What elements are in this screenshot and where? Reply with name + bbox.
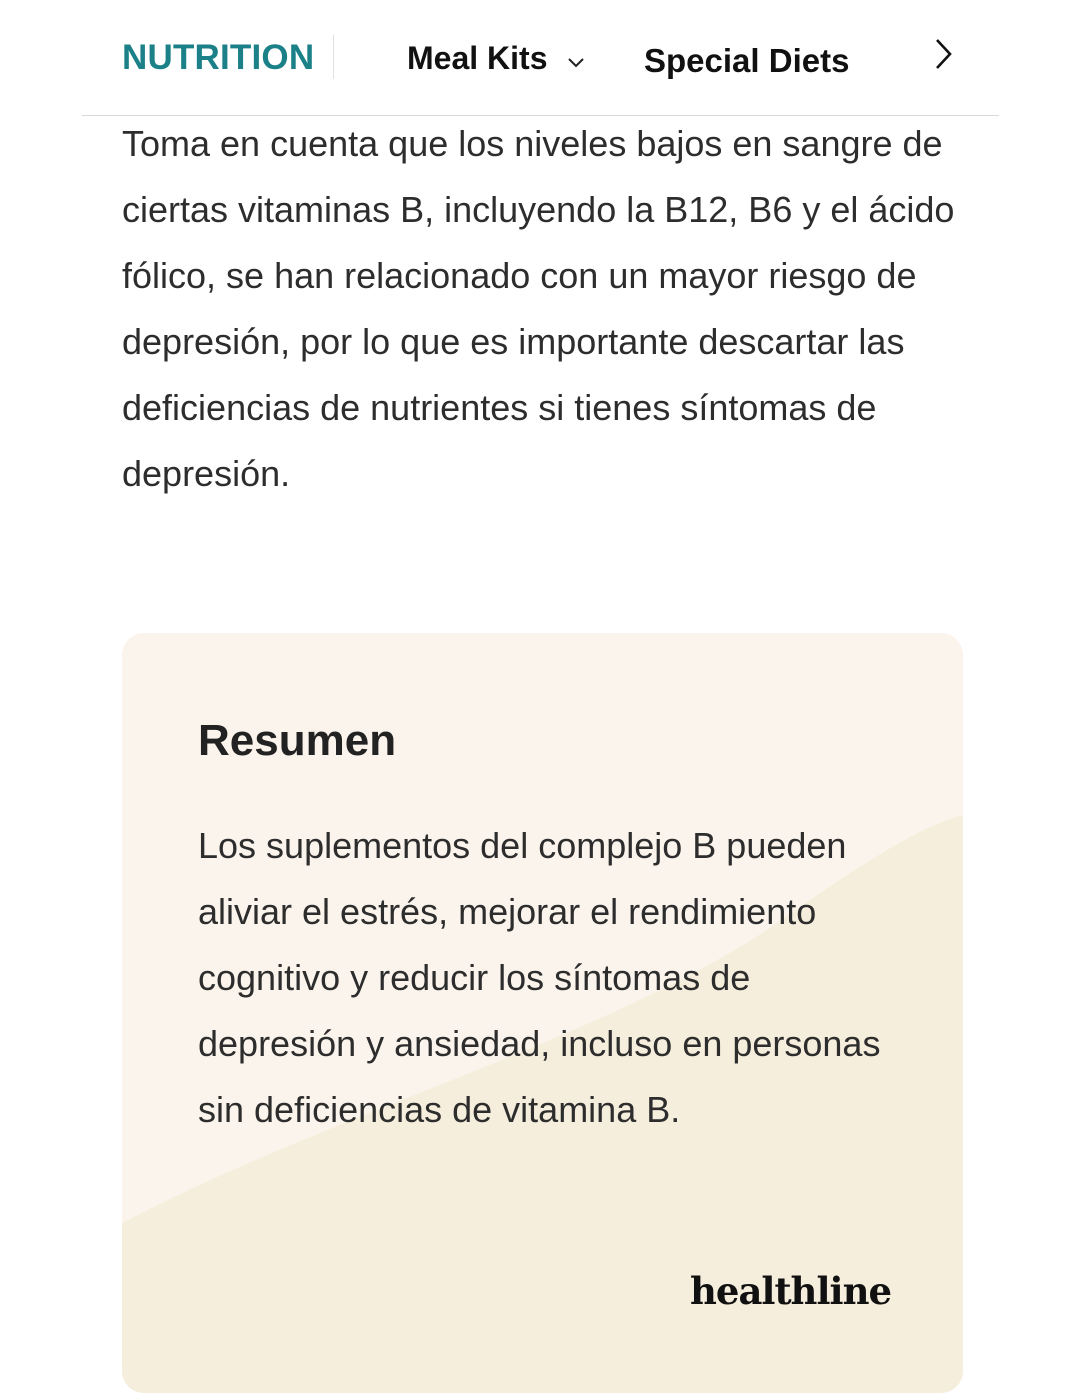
nav-brand-link[interactable]: NUTRITION — [122, 38, 315, 77]
nav-item-special-diets[interactable]: Special Diets — [644, 42, 850, 79]
nav-divider — [333, 35, 334, 79]
top-nav — [82, 0, 999, 116]
nav-item-label: Meal Kits — [407, 40, 548, 76]
article-paragraph: Toma en cuenta que los niveles bajos en sangre de ciertas vitaminas B, incluyendo la B12, B6 y el ácido fólico, se han relacionado con un mayor riesgo de depresión, por lo que es importante descartar las deficiencias de nutrientes si tienes síntomas de depresión. — [122, 123, 955, 494]
healthline-logo: healthline — [690, 1269, 892, 1313]
chevron-down-icon — [566, 40, 586, 77]
summary-title: Resumen — [198, 716, 397, 765]
chevron-right-icon[interactable] — [928, 34, 958, 74]
summary-text: Los suplementos del complejo B pueden aliviar el estrés, mejorar el rendimiento cognitivo y reducir los síntomas de depresión y ansiedad, incluso en personas sin deficiencias de vitamina B. — [198, 825, 881, 1130]
summary-card — [122, 633, 963, 1393]
nav-item-meal-kits[interactable] — [407, 40, 586, 77]
